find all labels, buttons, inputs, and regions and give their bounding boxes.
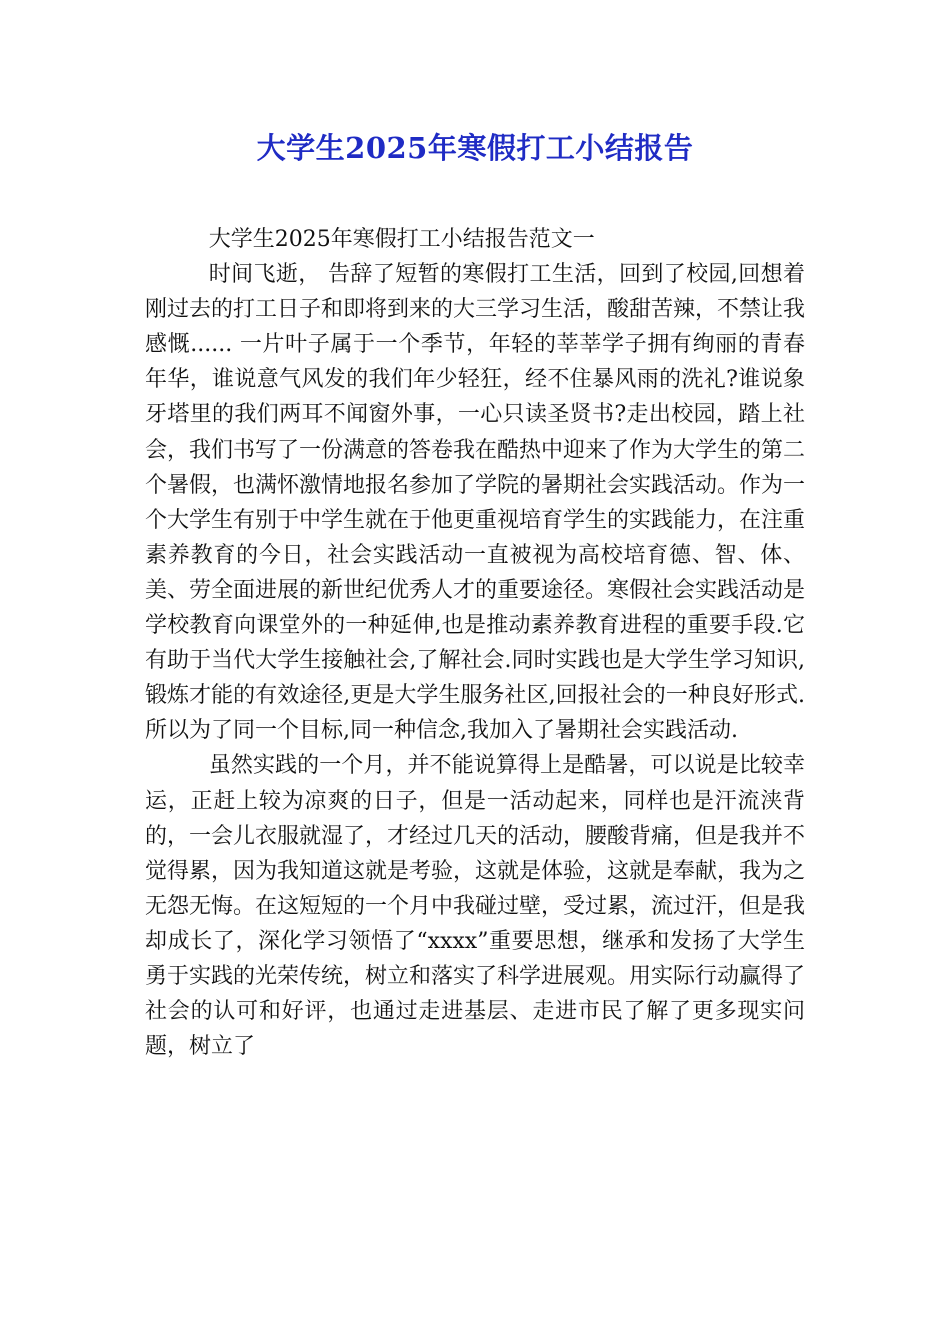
body-paragraph-1: 时间飞逝， 告辞了短暂的寒假打工生活，回到了校园,回想着刚过去的打工日子和即将到来的大三学习生活，酸甜苦辣，不禁让我感慨...... 一片叶子属于一个季节，年轻的莘莘学子拥有绚丽的青春年华，谁说意气风发的我们年少轻狂，经不住暴风雨的洗礼?谁说象牙塔里的我们两耳不闻窗外事，一心只读圣贤书?走出校园，踏上社会，我们书写了一份满意的答卷我在酷热中迎来了作为大学生的第二个暑假，也满怀激情地报名参加了学院的暑期社会实践活动。作为一个大学生有别于中学生就在于他更重视培育学生的实践能力，在注重素养教育的今日，社会实践活动一直被视为高校培育德、智、体、美、劳全面进展的新世纪优秀人才的重要途径。寒假社会实践活动是学校教育向课堂外的一种延伸,也是推动素养教育进程的重要手段.它有助于当代大学生接触社会,了解社会.同时实践也是大学生学习知识,锻炼才能的有效途径,更是大学生服务社区,回报社会的一种良好形式. 所以为了同一个目标,同一种信念,我加入了暑期社会实践活动. (145, 262, 806, 744)
document-body (145, 222, 805, 1064)
body-paragraph-2: 虽然实践的一个月，并不能说算得上是酷暑，可以说是比较幸运，正赶上较为凉爽的日子，但是一活动起来，同样也是汗流浃背的，一会儿衣服就湿了，才经过几天的活动，腰酸背痛，但是我并不觉得累，因为我知道这就是考验，这就是体验，这就是奉献，我为之无怨无悔。在这短短的一个月中我碰过壁，受过累，流过汗，但是我却成长了，深化学习领悟了“xxxx”重要思想，继承和发扬了大学生勇于实践的光荣传统，树立和落实了科学进展观。用实际行动赢得了社会的认可和好评，也通过走进基层、走进市民了解了更多现实问题，树立了 (145, 753, 806, 1060)
document-title: 大学生2025年寒假打工小结报告 (256, 131, 694, 165)
section-heading: 大学生2025年寒假打工小结报告范文一 (208, 227, 595, 252)
